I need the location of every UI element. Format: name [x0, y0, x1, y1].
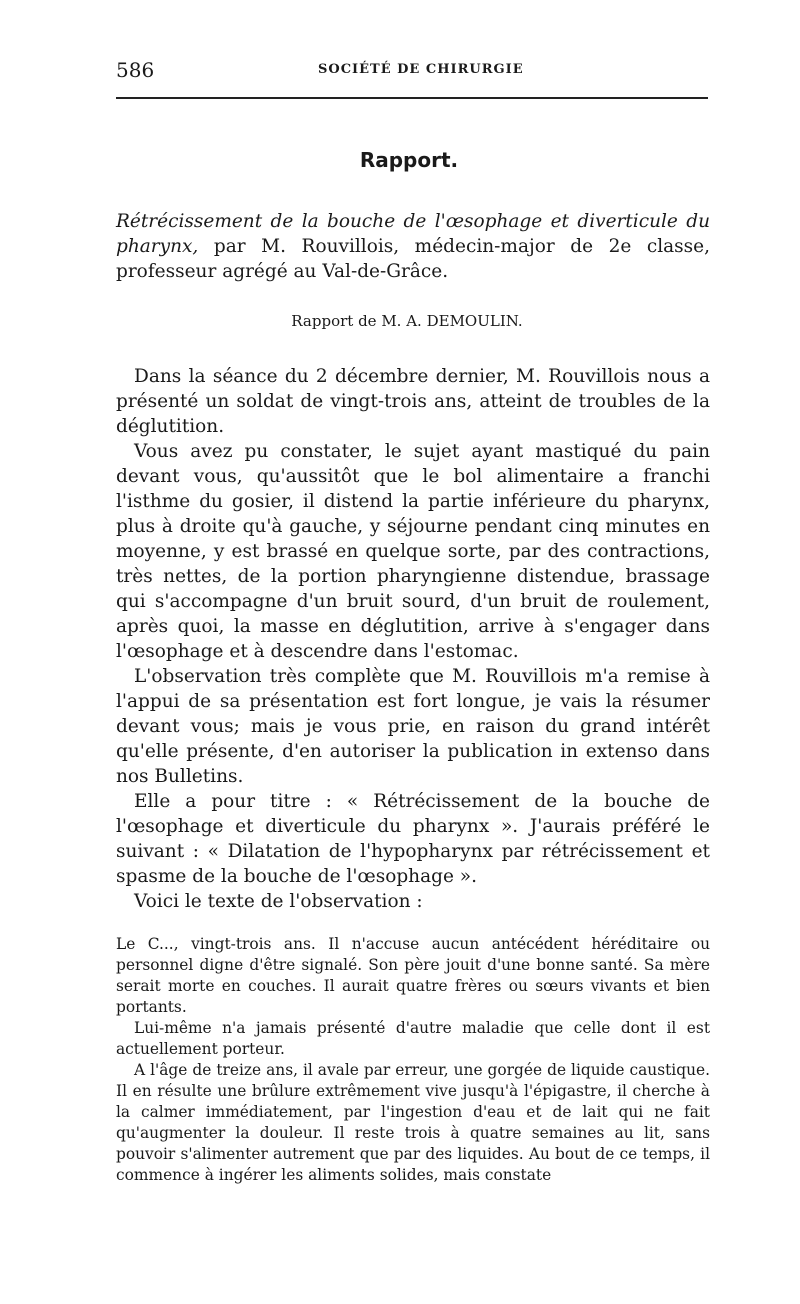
report-body — [116, 364, 710, 914]
observation-paragraph: Lui-même n'a jamais présenté d'autre maladie que celle dont il est actuellement porteur. — [116, 1019, 710, 1058]
body-paragraph: L'observation très complète que M. Rouvillois m'a remise à l'appui de sa présentation est fort longue, je vais la résumer devant vous; mais je vous prie, en raison du grand intérêt qu'elle présente, d'en autoriser la publication in extenso dans nos Bulletins. — [116, 666, 710, 787]
section-title: Rapport. — [359, 148, 459, 172]
header-rule — [116, 97, 708, 99]
page-number: 586 — [116, 58, 155, 82]
body-paragraph: Voici le texte de l'observation : — [134, 891, 423, 912]
subtitle-author: par M. Rouvillois, médecin-major de 2e classe, professeur agrégé au Val-de-Grâce. — [116, 236, 710, 282]
rapport-byline: Rapport de M. A. DEMOULIN. — [291, 312, 523, 330]
running-head: SOCIÉTÉ DE CHIRURGIE — [318, 62, 524, 77]
observation-paragraph: A l'âge de treize ans, il avale par erreur, une gorgée de liquide caustique. Il en résulte une brûlure extrêmement vive jusqu'à l'épigastre, il cherche à la calmer immédiatement, par l'ingestion d'eau et de lait qui ne fait qu'augmenter la douleur. Il reste trois à quatre semaines au lit, sans pouvoir s'alimenter autrement que par des liquides. Au bout de ce temps, il commence à ingérer les aliments solides, mais constate — [116, 1061, 710, 1184]
body-paragraph: Elle a pour titre : « Rétrécissement de la bouche de l'œsophage et diverticule du pharynx ». J'aurais préféré le suivant : « Dilatation de l'hypopharynx par rétrécissement et spasme de la bouche de l'œsophage ». — [116, 791, 710, 887]
observation-paragraph: Le C..., vingt-trois ans. Il n'accuse aucun antécédent héréditaire ou personnel digne d'être signalé. Son père jouit d'une bonne santé. Sa mère serait morte en couches. Il aurait quatre frères ou sœurs vivants et bien portants. — [116, 935, 710, 1016]
report-subtitle — [116, 209, 710, 284]
observation-text — [116, 934, 710, 1186]
subtitle-italic: Rétrécissement de la bouche de l'œsophage et diverticule du pharynx, — [116, 211, 710, 257]
body-paragraph: Dans la séance du 2 décembre dernier, M. Rouvillois nous a présenté un soldat de vingt-trois ans, atteint de troubles de la déglutition. — [116, 366, 710, 437]
body-paragraph: Vous avez pu constater, le sujet ayant mastiqué du pain devant vous, qu'aussitôt que le bol alimentaire a franchi l'isthme du gosier, il distend la partie inférieure du pharynx, plus à droite qu'à gauche, y séjourne pendant cinq minutes en moyenne, y est brassé en quelque sorte, par des contractions, très nettes, de la portion pharyngienne distendue, brassage qui s'accompagne d'un bruit sourd, d'un bruit de roulement, après quoi, la masse en déglutition, arrive à s'engager dans l'œsophage et à descendre dans l'estomac. — [116, 441, 710, 662]
